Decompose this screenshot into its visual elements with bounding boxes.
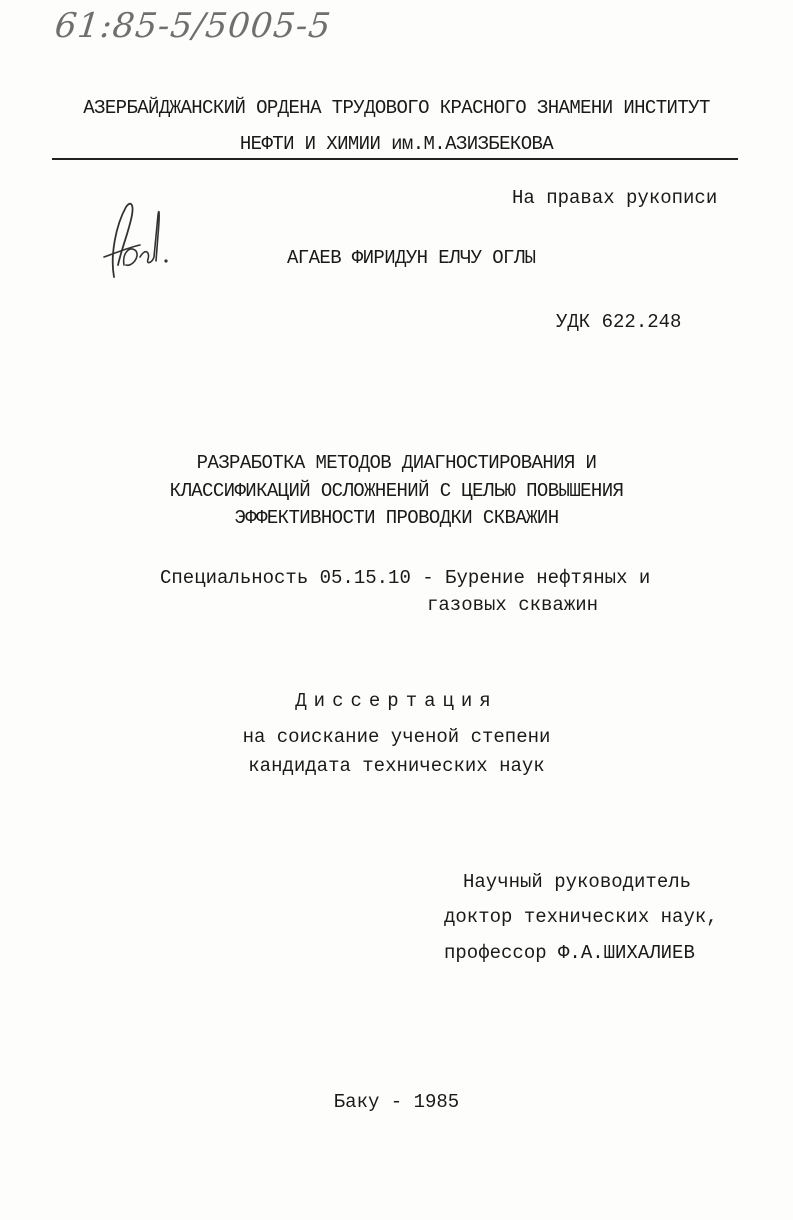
degree-line-1: на соискание ученой степени xyxy=(242,726,551,748)
header-divider xyxy=(52,158,738,160)
dissertation-label: Диссертация xyxy=(295,690,498,712)
specialty-line-2: газовых скважин xyxy=(427,594,599,616)
manuscript-rights-note: На правах рукописи xyxy=(512,187,718,209)
degree-line-2: кандидата технических наук xyxy=(248,755,545,777)
author-signature xyxy=(96,195,186,290)
thesis-title-line-3: ЭФФЕКТИВНОСТИ ПРОВОДКИ СКВАЖИН xyxy=(234,507,559,529)
author-name: АГАЕВ ФИРИДУН ЕЛЧУ ОГЛЫ xyxy=(287,247,536,269)
udc-code: УДК 622.248 xyxy=(556,311,682,333)
place-and-year: Баку - 1985 xyxy=(333,1091,460,1113)
thesis-title-line-2: КЛАССИФИКАЦИЙ ОСЛОЖНЕНИЙ С ЦЕЛЬЮ ПОВЫШЕНИЯ xyxy=(169,480,624,502)
supervisor-degree: доктор технических наук, xyxy=(444,906,718,928)
supervisor-name: профессор Ф.А.ШИХАЛИЕВ xyxy=(444,942,695,964)
specialty-line-1: Специальность 05.15.10 - Бурение нефтяных и xyxy=(160,567,651,589)
library-shelfmark: 61:85-5/5005-5 xyxy=(52,6,334,46)
supervisor-title: Научный руководитель xyxy=(463,871,692,893)
thesis-title-line-1: РАЗРАБОТКА МЕТОДОВ ДИАГНОСТИРОВАНИЯ И xyxy=(196,452,597,474)
institute-name-line-1: АЗЕРБАЙДЖАНСКИЙ ОРДЕНА ТРУДОВОГО КРАСНОГО ЗНАМЕНИ ИНСТИТУТ xyxy=(83,97,710,119)
institute-name-line-2: НЕФТИ И ХИМИИ им.М.АЗИЗБЕКОВА xyxy=(239,133,554,155)
